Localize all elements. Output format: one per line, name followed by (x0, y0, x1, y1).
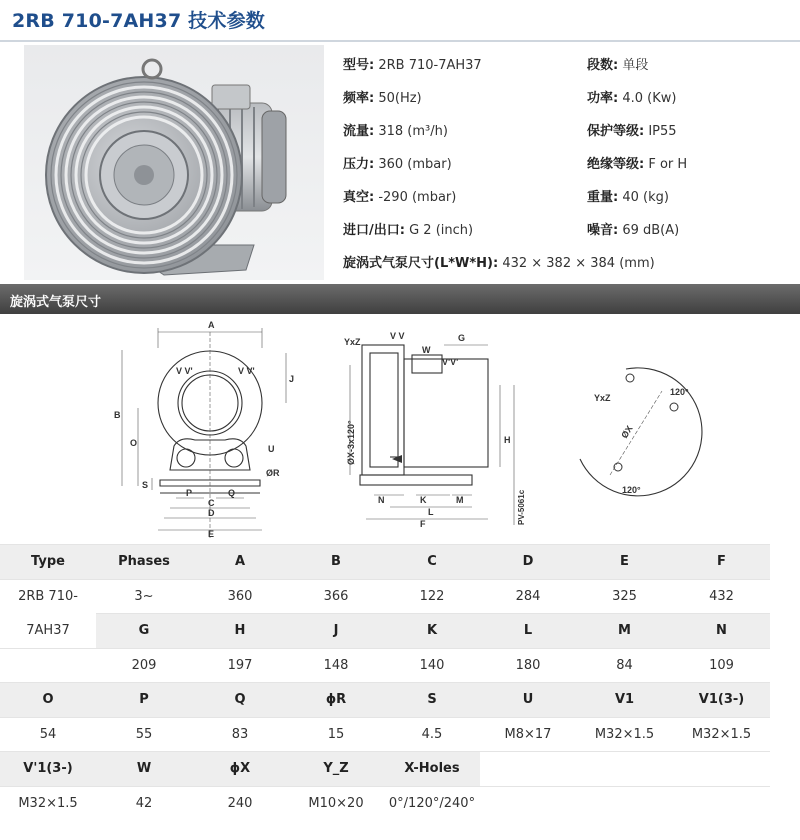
table-cell: 122 (384, 579, 480, 614)
dim-n: N (378, 495, 385, 505)
table-row (0, 752, 770, 787)
table-empty-cell (673, 752, 770, 787)
table-header-cell: C (384, 545, 480, 580)
table-header-cell: Type (0, 545, 96, 580)
table-header-cell: Y_Z (288, 752, 384, 787)
dim-k: K (420, 495, 427, 505)
dim-h: H (504, 435, 511, 445)
flange-drawing (570, 355, 710, 500)
table-cell: 42 (96, 786, 192, 821)
table-cell: 148 (288, 648, 384, 683)
table-cell: 109 (673, 648, 770, 683)
table-header-cell: B (288, 545, 384, 580)
table-cell: M32×1.5 (0, 786, 96, 821)
table-header-cell: S (384, 683, 480, 718)
angle-top: 120° (670, 387, 689, 397)
title-divider (0, 40, 800, 42)
dim-g: G (458, 333, 466, 343)
dim-q: Q (228, 488, 236, 498)
dim-b: B (114, 410, 121, 420)
table-header-cell: K (384, 614, 480, 649)
table-header-cell: ϕX (192, 752, 288, 787)
spec-noise: 噪音: 69 dB(A) (587, 223, 680, 238)
table-row (0, 579, 770, 614)
dim-s: S (142, 480, 149, 490)
dim-x-side: ØX-3x120° (346, 420, 356, 465)
table-empty-cell (673, 786, 770, 821)
table-empty-cell (480, 786, 576, 821)
spec-port: 进口/出口: G 2 (inch) (343, 223, 474, 238)
table-cell: 360 (192, 579, 288, 614)
spec-list (343, 48, 793, 278)
table-cell: M8×17 (480, 717, 576, 752)
dimension-table (0, 544, 770, 821)
dim-yxz-side: YxZ (344, 337, 361, 347)
table-cell: 209 (96, 648, 192, 683)
spec-stage: 段数: 单段 (587, 58, 649, 73)
table-header-cell: A (192, 545, 288, 580)
dim-p: P (186, 488, 193, 498)
table-header-cell: M (576, 614, 673, 649)
table-header-cell: U (480, 683, 576, 718)
table-header-cell: V1(3-) (673, 683, 770, 718)
spec-vacuum: 真空: -290 (mbar) (343, 190, 457, 205)
table-cell: 15 (288, 717, 384, 752)
dim-r: ØR (266, 468, 280, 478)
table-cell: 4.5 (384, 717, 480, 752)
table-row (0, 545, 770, 580)
dim-o: O (130, 438, 138, 448)
table-cell: 55 (96, 717, 192, 752)
spec-frequency: 频率: 50(Hz) (343, 91, 422, 106)
front-view-drawing (100, 318, 310, 540)
dim-x-flange: ØX (619, 423, 635, 441)
table-header-cell: D (480, 545, 576, 580)
table-cell: 83 (192, 717, 288, 752)
table-row (0, 614, 770, 649)
section-title-bar (0, 284, 800, 314)
table-type-cell-bottom: 7AH37 (0, 614, 96, 649)
table-empty-cell (576, 786, 673, 821)
table-cell: M32×1.5 (576, 717, 673, 752)
table-cell: 197 (192, 648, 288, 683)
spec-dimensions: 旋涡式气泵尺寸(L*W*H): 432 × 382 × 384 (mm) (343, 256, 655, 271)
table-cell: 240 (192, 786, 288, 821)
dim-e: E (208, 529, 215, 539)
table-header-cell: L (480, 614, 576, 649)
table-row (0, 683, 770, 718)
dim-vp: V'V' (442, 357, 459, 367)
spec-model: 型号: 2RB 710-7AH37 (343, 58, 482, 73)
dim-w: W (422, 345, 431, 355)
table-cell: 84 (576, 648, 673, 683)
table-cell: 180 (480, 648, 576, 683)
dim-j: J (289, 374, 295, 384)
table-cell: 0°/120°/240° (384, 786, 480, 821)
table-header-cell: V'1(3-) (0, 752, 96, 787)
dim-d: D (208, 508, 215, 518)
table-header-cell: G (96, 614, 192, 649)
table-header-cell: P (96, 683, 192, 718)
table-header-cell: Q (192, 683, 288, 718)
spec-power: 功率: 4.0 (Kw) (587, 91, 677, 106)
table-header-cell: N (673, 614, 770, 649)
table-header-cell: ϕR (288, 683, 384, 718)
spec-weight: 重量: 40 (kg) (587, 190, 669, 205)
drawing-code: PV-5061c (517, 489, 526, 525)
dim-u: U (268, 444, 275, 454)
table-header-cell: J (288, 614, 384, 649)
table-cell: M32×1.5 (673, 717, 770, 752)
table-header-cell: V1 (576, 683, 673, 718)
spec-flow: 流量: 318 (m³/h) (343, 124, 448, 139)
table-header-cell: H (192, 614, 288, 649)
side-view-drawing (340, 325, 530, 537)
angle-bottom: 120° (622, 485, 641, 495)
table-cell: 140 (384, 648, 480, 683)
dim-v2: V V' (238, 366, 255, 376)
dim-m: M (456, 495, 464, 505)
table-header-cell: W (96, 752, 192, 787)
table-header-cell: E (576, 545, 673, 580)
table-header-cell: F (673, 545, 770, 580)
page-title: 2RB 710-7AH37 技术参数 (12, 10, 265, 32)
section-title: 旋涡式气泵尺寸 (10, 295, 102, 310)
table-cell: 54 (0, 717, 96, 752)
table-cell: 325 (576, 579, 673, 614)
table-row (0, 786, 770, 821)
dim-c: C (208, 498, 215, 508)
product-photo (24, 45, 324, 280)
spec-pressure: 压力: 360 (mbar) (343, 157, 452, 172)
spec-protection: 保护等级: IP55 (587, 124, 677, 139)
dim-l: L (428, 507, 434, 517)
dim-vv: V V (390, 331, 405, 341)
table-empty-cell (0, 648, 96, 683)
table-row (0, 717, 770, 752)
table-cell: 366 (288, 579, 384, 614)
table-empty-cell (480, 752, 576, 787)
table-header-cell: X-Holes (384, 752, 480, 787)
dim-a: A (208, 320, 215, 330)
table-type-cell-top: 2RB 710- (0, 579, 96, 614)
dim-yxz-flange: YxZ (594, 393, 611, 403)
dim-v1: V V' (176, 366, 193, 376)
table-cell: 432 (673, 579, 770, 614)
table-header-cell: Phases (96, 545, 192, 580)
table-empty-cell (576, 752, 673, 787)
table-cell: 3~ (96, 579, 192, 614)
table-cell: 284 (480, 579, 576, 614)
table-header-cell: O (0, 683, 96, 718)
table-row (0, 648, 770, 683)
spec-insulation: 绝缘等级: F or H (587, 157, 688, 172)
dim-f: F (420, 519, 426, 529)
table-cell: M10×20 (288, 786, 384, 821)
